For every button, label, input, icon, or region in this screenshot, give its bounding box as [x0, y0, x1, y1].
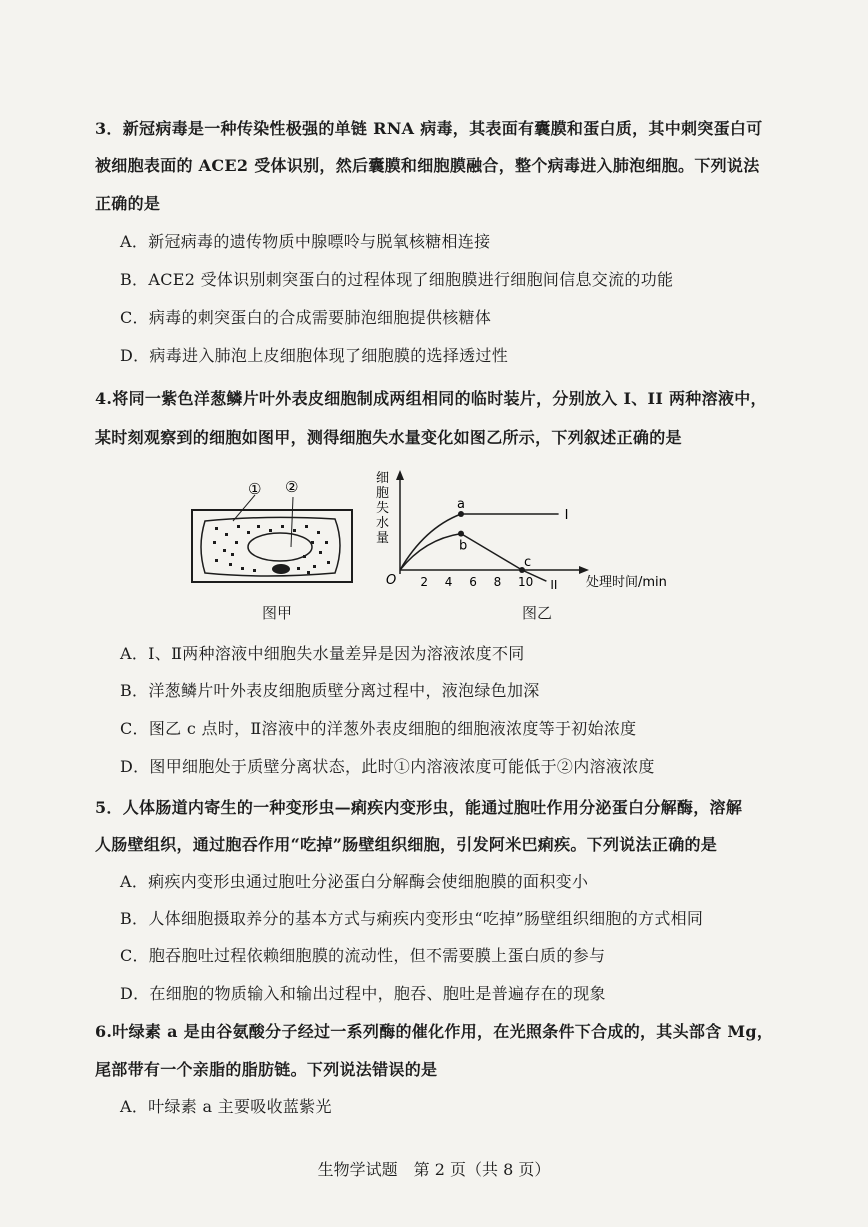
q3-option-d: D．病毒进入肺泡上皮细胞体现了细胞膜的选择透过性 — [120, 346, 509, 365]
q4-option-d: D．图甲细胞处于质壁分离状态，此时①内溶液浓度可能低于②内溶液浓度 — [120, 757, 655, 776]
y-axis-arrow — [396, 470, 404, 480]
q4-stem-line-1: 4.将同一紫色洋葱鳞片叶外表皮细胞制成两组相同的临时装片，分别放入 I、II 两种溶液中， — [95, 389, 767, 408]
series-I-line — [400, 514, 559, 570]
nucleus — [272, 564, 290, 574]
q4-option-b: B．洋葱鳞片叶外表皮细胞质壁分离过程中，液泡绿色加深 — [120, 681, 540, 700]
q5-option-b: B．人体细胞摄取养分的基本方式与痢疾内变形虫“吃掉”肠壁组织细胞的方式相同 — [120, 909, 704, 928]
point-a-label: a — [457, 497, 465, 512]
chart-points — [458, 511, 525, 573]
label-2-pointer — [291, 497, 293, 547]
y-axis-label-char: 胞 — [376, 486, 390, 501]
x-tick-label: 10 — [518, 575, 534, 589]
figure-b-line-chart — [368, 462, 688, 594]
q6-stem-line-2: 尾部带有一个亲脂的脂肪链。下列说法错误的是 — [95, 1060, 438, 1079]
x-axis-arrow — [579, 566, 589, 574]
x-tick-label: 8 — [493, 575, 502, 589]
x-tick-label: 6 — [469, 575, 477, 589]
q3-option-b: B．ACE2 受体识别刺突蛋白的过程体现了细胞膜进行细胞间信息交流的功能 — [120, 270, 674, 289]
x-axis-label: 处理时间/min — [586, 575, 667, 590]
page-footer: 生物学试题 第 2 页（共 8 页） — [317, 1160, 551, 1179]
q5-option-c: C．胞吞胞吐过程依赖细胞膜的流动性，但不需要膜上蛋白质的参与 — [120, 946, 606, 965]
protoplast-membrane — [201, 517, 340, 576]
q4-option-a: A．Ⅰ、Ⅱ两种溶液中细胞失水量差异是因为溶液浓度不同 — [120, 644, 525, 663]
q3-option-a: A．新冠病毒的遗传物质中腺嘌呤与脱氧核糖相连接 — [120, 232, 491, 251]
q3-stem-line-3: 正确的是 — [95, 194, 161, 213]
y-axis-label-char: 量 — [376, 531, 390, 546]
x-tick-label: 2 — [420, 575, 429, 589]
q3-stem-line-1: 3．新冠病毒是一种传染性极强的单链 RNA 病毒，其表面有囊膜和蛋白质，其中刺突蛋白可 — [95, 119, 763, 138]
y-axis-label-char: 失 — [376, 501, 390, 516]
point-c-label: c — [524, 555, 532, 570]
q4-option-c: C．图乙 c 点时，Ⅱ溶液中的洋葱外表皮细胞的细胞液浓度等于初始浓度 — [120, 719, 637, 738]
q4-stem-line-2: 某时刻观察到的细胞如图甲，测得细胞失水量变化如图乙所示，下列叙述正确的是 — [95, 428, 682, 447]
q6-option-a: A．叶绿素 a 主要吸收蓝紫光 — [120, 1097, 332, 1116]
point-b-label: b — [459, 538, 468, 554]
q5-stem-line-1: 5．人体肠道内寄生的一种变形虫—痢疾内变形虫，能通过胞吐作用分泌蛋白分解酶，溶解 — [95, 798, 743, 817]
q3-stem-line-2: 被细胞表面的 ACE2 受体识别，然后囊膜和细胞膜融合，整个病毒进入肺泡细胞。下列说法 — [95, 156, 760, 175]
cell-wall — [192, 510, 352, 582]
q5-option-d: D．在细胞的物质输入和输出过程中，胞吞、胞吐是普遍存在的现象 — [120, 984, 606, 1003]
vacuole — [248, 533, 312, 561]
y-axis-label-char: 水 — [376, 516, 390, 531]
origin-label: O — [386, 573, 397, 588]
cytoplasm-dots — [213, 525, 330, 574]
series-I-label: I — [564, 508, 569, 523]
point-b — [458, 531, 464, 537]
series-II-label: II — [550, 578, 558, 593]
x-ticks — [420, 575, 533, 589]
figure-a-cell-diagram — [185, 475, 365, 585]
q3-option-c: C．病毒的刺突蛋白的合成需要肺泡细胞提供核糖体 — [120, 308, 492, 327]
label-2: ② — [285, 478, 299, 496]
q6-stem-line-1: 6.叶绿素 a 是由谷氨酸分子经过一系列酶的催化作用，在光照条件下合成的，其头部含 Mg， — [95, 1022, 774, 1041]
figure-b-caption: 图乙 — [522, 604, 553, 622]
label-1: ① — [248, 480, 262, 498]
q5-option-a: A．痢疾内变形虫通过胞吐分泌蛋白分解酶会使细胞膜的面积变小 — [120, 872, 589, 891]
q5-stem-line-2: 人肠壁组织，通过胞吞作用“吃掉”肠壁组织细胞，引发阿米巴痢疾。下列说法正确的是 — [95, 835, 718, 854]
label-1-pointer — [233, 495, 255, 521]
y-axis-label-char: 细 — [376, 471, 390, 486]
x-tick-label: 4 — [444, 575, 453, 589]
y-axis-label — [376, 471, 389, 546]
figure-a-caption: 图甲 — [262, 604, 293, 622]
